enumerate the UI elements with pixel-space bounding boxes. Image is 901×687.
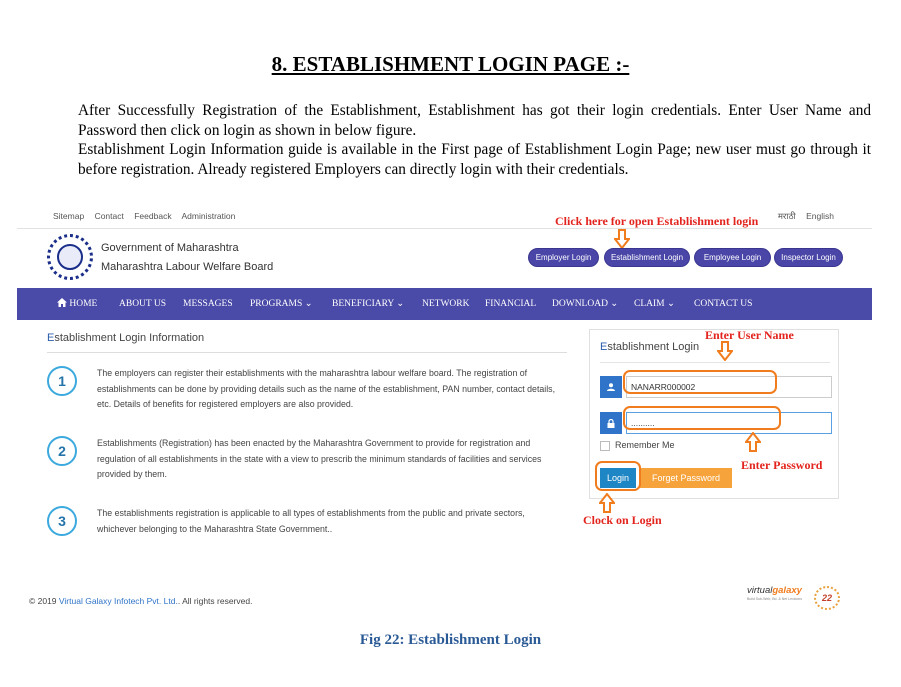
nav-claim[interactable]: CLAIM ⌄ bbox=[634, 299, 675, 309]
virtual-galaxy-logo: virtualgalaxy Build Sub-Web, Bd. & Net Lexicons bbox=[747, 585, 802, 601]
paragraph-2: Establishment Login Information guide is available in the First page of Establishment Login Page; new user must go through it before registration. Already registered Employers can directly login with their credentials. bbox=[78, 141, 871, 178]
main-nav bbox=[17, 288, 872, 320]
org-name-line2: Maharashtra Labour Welfare Board bbox=[101, 261, 274, 273]
remember-me-label: Remember Me bbox=[615, 440, 675, 450]
step-1-circle: 1 bbox=[47, 366, 77, 396]
forget-password-button[interactable]: Forget Password bbox=[640, 468, 732, 488]
arrow-to-login-icon bbox=[599, 493, 615, 513]
nav-home[interactable] bbox=[57, 288, 97, 320]
document-paragraph bbox=[78, 101, 871, 179]
employee-login-button[interactable]: Employee Login bbox=[694, 248, 771, 267]
login-highlight bbox=[595, 461, 641, 491]
step-3-text: The establishments registration is applicable to all types of establishments from the public and private sectors, whichever belonging to the Maharashtra State Government.. bbox=[97, 508, 525, 534]
nav-programs[interactable]: PROGRAMS ⌄ bbox=[250, 299, 313, 309]
website-screenshot bbox=[17, 204, 872, 624]
annotation-enter-user: Enter User Name bbox=[705, 328, 794, 342]
nav-financial[interactable]: FINANCIAL bbox=[485, 299, 537, 309]
step-3-circle: 3 bbox=[47, 506, 77, 536]
lang-link-marathi[interactable]: मराठी bbox=[777, 211, 796, 221]
top-links bbox=[53, 211, 243, 221]
step-2-circle: 2 bbox=[47, 436, 77, 466]
establishment-login-button[interactable]: Establishment Login bbox=[604, 248, 690, 267]
top-link-contact[interactable]: Contact bbox=[94, 211, 124, 221]
lang-link-english[interactable]: English bbox=[806, 211, 834, 221]
arrow-to-username-icon bbox=[717, 341, 733, 361]
step-1-text: The employers can register their establishments with the maharashtra labour welfare board. The registration of establishments can be done by providing details such as the name of the establishment, PAN number, contact details, etc. Details of benefits for registered employers are also provided. bbox=[97, 368, 556, 409]
home-icon bbox=[57, 298, 67, 307]
nav-home-label: HOME bbox=[69, 299, 98, 309]
inspector-login-button[interactable]: Inspector Login bbox=[774, 248, 843, 267]
info-divider bbox=[47, 352, 567, 353]
info-title: Establishment Login Information bbox=[47, 332, 205, 344]
nav-beneficiary[interactable]: BENEFICIARY ⌄ bbox=[332, 299, 405, 309]
paragraph-1: After Successfully Registration of the Establishment, Establishment has got their login credentials. Enter User Name and Password then click on login as shown in below figure. bbox=[78, 102, 871, 139]
figure-caption: Fig 22: Establishment Login bbox=[359, 632, 542, 648]
remember-me-checkbox[interactable] bbox=[600, 441, 610, 451]
user-icon bbox=[600, 376, 622, 398]
org-name-line1: Government of Maharashtra bbox=[101, 242, 239, 254]
lock-icon bbox=[600, 412, 622, 434]
password-input[interactable]: .......... bbox=[626, 412, 832, 434]
annotation-arrow-down-icon bbox=[614, 229, 630, 249]
top-link-feedback[interactable]: Feedback bbox=[134, 211, 172, 221]
footer-copyright: © 2019 Virtual Galaxy Infotech Pvt. Ltd.. All rights reserved. bbox=[29, 596, 253, 606]
arrow-to-password-icon bbox=[745, 432, 761, 452]
login-panel-title: Establishment Login bbox=[600, 341, 700, 353]
password-highlight bbox=[623, 406, 781, 430]
language-links bbox=[770, 211, 834, 222]
login-panel-divider bbox=[600, 362, 830, 363]
step-2-text: Establishments (Registration) has been enacted by the Maharashtra Government to provide for registration and regulation of all establishments in the state with a view to prescrib the minimum standards of facilities and services provided by them. bbox=[97, 438, 542, 479]
top-link-sitemap[interactable]: Sitemap bbox=[53, 211, 85, 221]
anniversary-emblem-icon: 22 bbox=[814, 586, 840, 610]
nav-contact-us[interactable]: CONTACT US bbox=[694, 299, 753, 309]
employer-login-button[interactable]: Employer Login bbox=[528, 248, 599, 267]
nav-about-us[interactable]: ABOUT US bbox=[119, 299, 167, 309]
annotation-enter-password: Enter Password bbox=[741, 458, 823, 472]
annotation-click-login: Clock on Login bbox=[583, 513, 662, 527]
nav-download[interactable]: DOWNLOAD ⌄ bbox=[552, 299, 619, 309]
nav-network[interactable]: NETWORK bbox=[422, 299, 470, 309]
company-link[interactable]: Virtual Galaxy Infotech Pvt. Ltd. bbox=[58, 596, 178, 606]
login-button[interactable]: Login bbox=[600, 468, 636, 488]
username-highlight bbox=[623, 370, 777, 394]
top-link-administration[interactable]: Administration bbox=[181, 211, 236, 221]
document-heading: 8. ESTABLISHMENT LOGIN PAGE :- bbox=[271, 52, 630, 76]
annotation-click-here: Click here for open Establishment login bbox=[555, 214, 759, 228]
board-logo-icon bbox=[47, 234, 93, 280]
nav-messages[interactable]: MESSAGES bbox=[183, 299, 233, 309]
username-input[interactable]: NANARR000002 bbox=[626, 376, 832, 398]
